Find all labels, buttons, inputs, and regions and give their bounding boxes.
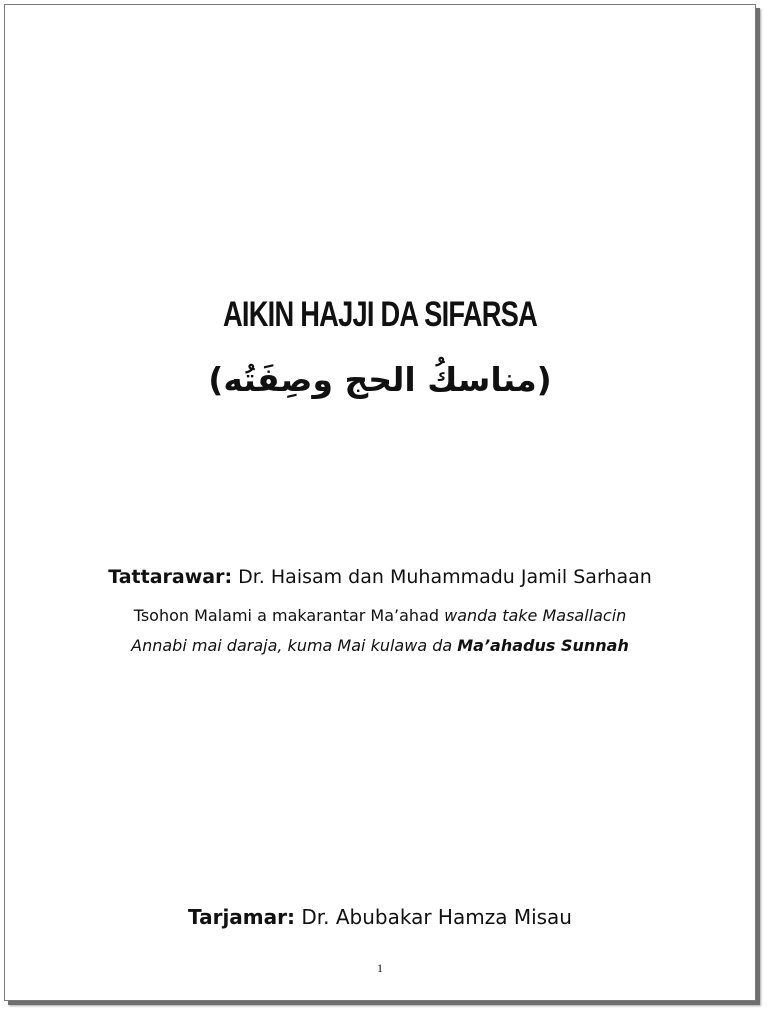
- description-line-1: [5, 606, 755, 625]
- author-line: [5, 566, 755, 588]
- translator-label: Tarjamar:: [188, 905, 295, 929]
- document-page: [4, 4, 756, 1001]
- description-italic: wanda take Masallacin: [444, 606, 627, 625]
- institution-name: Ma’ahadus Sunnah: [457, 636, 629, 655]
- document-title: AIKIN HAJJI DA SIFARSA: [222, 295, 538, 334]
- translator-name: Dr. Abubakar Hamza Misau: [301, 905, 572, 929]
- author-label: Tattarawar:: [108, 566, 233, 588]
- author-name: Dr. Haisam dan Muhammadu Jamil Sarhaan: [238, 566, 652, 588]
- description-line-2: [5, 636, 755, 655]
- page-number: 1: [377, 961, 383, 975]
- description-plain: Tsohon Malami a makarantar Ma’ahad: [133, 606, 445, 625]
- description-italic-2: Annabi mai daraja, kuma Mai kulawa da: [131, 636, 458, 655]
- arabic-title: (مناسكُ الحج وصِفَتُه): [208, 360, 552, 399]
- translator-line: [5, 905, 755, 929]
